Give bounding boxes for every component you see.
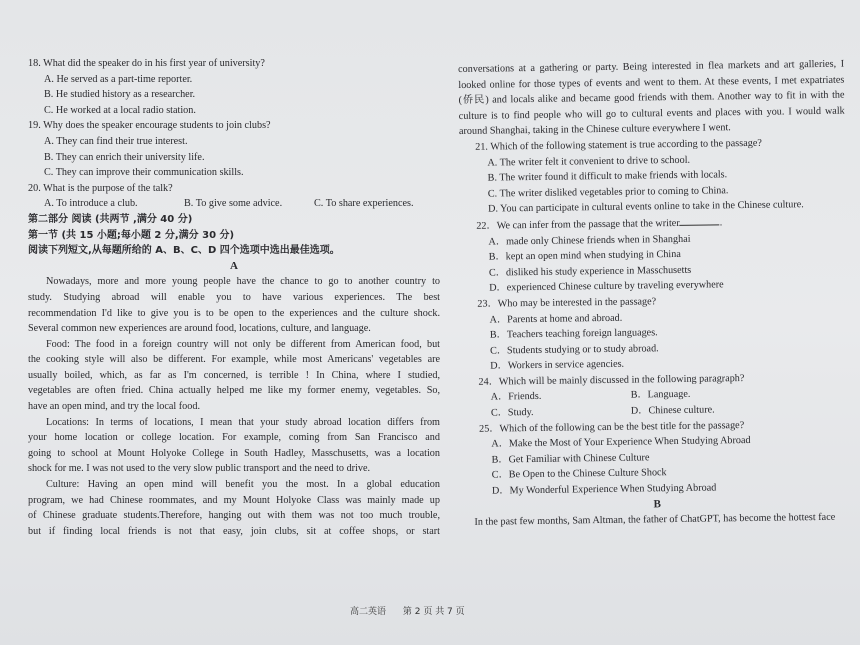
option-21d: D. You can participate in cultural events online to take in the Chinese culture.	[487, 199, 804, 215]
text-line: Nowadays, more and more young people have the chance to go to another country to	[46, 276, 440, 288]
option-23b: B．Teachers teaching foreign languages.	[489, 327, 658, 341]
text-line: your home location or college location. For example, coming from San Francisco and	[28, 432, 440, 444]
passage-a-label: A	[230, 259, 238, 272]
option-21c: C. The writer disliked vegetables prior to coming to China.	[487, 184, 729, 200]
text-line: of Chinese graduate students.Therefore, hanging out with them was not too much trouble,	[28, 510, 440, 522]
question-22: 22．We can infer from the passage that the writer .	[460, 213, 846, 235]
option-19a: A. They can find their true interest.	[44, 135, 188, 147]
question-24: 24．Which will be mainly discussed in the following paragraph?	[478, 372, 745, 388]
question-20: 20. What is the purpose of the talk?	[28, 182, 173, 194]
option-19c: C. They can improve their communication skills.	[44, 167, 244, 179]
option-20b: B. To give some advice.	[184, 198, 283, 210]
paragraph-culture	[28, 477, 440, 539]
left-column	[28, 56, 440, 539]
option-24c: C．Study.	[490, 407, 534, 419]
option-18b: B. He studied history as a researcher.	[44, 89, 196, 101]
text-line: Food: The food in a foreign country will not only be different from American food, but	[46, 338, 440, 350]
option-24b: B．Language.	[630, 389, 691, 402]
question-25: 25．Which of the following can be the best title for the passage?	[479, 419, 745, 435]
paragraph-culture-continued	[458, 57, 845, 140]
option-23a: A．Parents at home and abroad.	[489, 312, 623, 326]
option-20a: A. To introduce a club.	[44, 198, 138, 210]
question-19: 19. Why does the speaker encourage students to join clubs?	[28, 120, 271, 132]
page-footer	[350, 604, 479, 617]
text-line: study. Studying abroad will enable you to have various experiences. The best	[28, 291, 440, 303]
text-line: usually boiled, which, as far as I'm concerned, is terrible ! In China, where I studied,	[28, 369, 440, 381]
option-24d: D．Chinese culture.	[630, 404, 715, 417]
option-25b: B．Get Familiar with Chinese Culture	[491, 452, 650, 466]
text-line: looked online for those types of events and went to them. At these events, I met expatriates	[458, 74, 845, 91]
option-19b: B. They can enrich their university life.	[44, 151, 205, 163]
part-two-heading: 第二部分 阅读 (共两节 ,满分 40 分)	[28, 213, 193, 225]
option-25d: D．My Wonderful Experience When Studying Abroad	[491, 482, 717, 497]
text-line: (侨民) and locals alike and became good friends with them. Another way to fit in with the	[458, 89, 845, 107]
option-21a: A. The writer felt it convenient to drive to school.	[487, 154, 691, 169]
option-23c: C．Students studying or to study abroad.	[489, 342, 659, 357]
options-20	[28, 196, 440, 212]
option-18c: C. He worked at a local radio station.	[44, 104, 196, 116]
passage-b-label: B	[653, 497, 661, 510]
option-22c: C．disliked his study experience in Masschusetts	[488, 264, 692, 279]
text-line: going to school at Mount Holyoke College in South Hadley, Masschusetts, was a location	[28, 447, 440, 459]
question-21: 21. Which of the following statement is true according to the passage?	[475, 137, 762, 153]
text-line: Culture: Having an open mind will benefit you the most. In a global education	[46, 479, 440, 491]
text-line: recommendation I'd like to give you is to be open to the experiences and the culture shock.	[28, 307, 440, 319]
option-22b: B．kept an open mind when studying in China	[488, 249, 681, 263]
option-24a: A．Friends.	[490, 391, 542, 404]
text-line: shock for me. I was not used to the very slow public transport and the need to drive.	[28, 463, 371, 475]
text-line: Locations: In terms of locations, I mean that your study abroad location differs from	[46, 416, 440, 428]
answer-blank	[680, 214, 720, 226]
reading-instruction: 阅读下列短文,从每题所给的 A、B、C、D 四个选项中选出最佳选项。	[28, 245, 340, 257]
section-one-heading: 第一节 (共 15 小题;每小题 2 分,满分 30 分)	[28, 229, 235, 241]
text-line: Several common new experiences are around food, locations, culture, and language.	[28, 323, 371, 335]
footer-page-number: 第 2 页 共 7 页	[402, 607, 465, 617]
passage-b-first-line: In the past few months, Sam Altman, the father of ChatGPT, has become the hottest face	[474, 511, 836, 529]
text-line: culture is to find people who will go to cultural events and places with you. I would walk	[458, 105, 845, 122]
option-18a: A. He served as a part-time reporter.	[44, 73, 193, 85]
option-22d: D．experienced Chinese culture by traveling everywhere	[489, 279, 724, 294]
text-line: but if finding local friends is not that easy, join clubs, sit at coffee shops, or start	[28, 525, 440, 537]
paragraph-intro	[28, 274, 440, 336]
text-line: around Shanghai, taking in the Chinese culture everywhere I went.	[458, 122, 731, 138]
text-line: the cooking style will also be different. For example, while most Americans' vegetables are	[28, 354, 440, 366]
option-21b: B. The writer found it difficult to make friends with locals.	[487, 169, 728, 184]
right-column	[458, 57, 851, 531]
text-line: have an open mind, and try the local food.	[28, 401, 201, 413]
option-25c: C．Be Open to the Chinese Culture Shock	[491, 467, 667, 482]
text-line: vegetables are often fried. China actually helped me like my former enemy, vegetables. So,	[28, 385, 440, 397]
paragraph-food	[28, 337, 440, 415]
question-23: 23．Who may be interested in the passage?	[477, 296, 657, 310]
option-25a: A．Make the Most of Your Experience When Studying Abroad	[491, 435, 751, 450]
text-line: program, we had Chinese roommates, and my Mount Holyoke Class was mainly made up	[28, 494, 440, 506]
option-23d: D．Workers in service agencies.	[490, 358, 625, 372]
question-18: 18. What did the speaker do in his first year of university?	[28, 58, 265, 69]
text-line: conversations at a gathering or party. Being interested in flea markets and art galleries, I	[458, 58, 845, 75]
option-20c: C. To share experiences.	[314, 198, 414, 210]
paragraph-locations	[28, 415, 440, 477]
question-22-stem: 22．We can infer from the passage that the writer	[476, 217, 680, 232]
option-22a: A．made only Chinese friends when in Shanghai	[488, 233, 691, 248]
footer-subject: 高二英语	[350, 607, 387, 617]
